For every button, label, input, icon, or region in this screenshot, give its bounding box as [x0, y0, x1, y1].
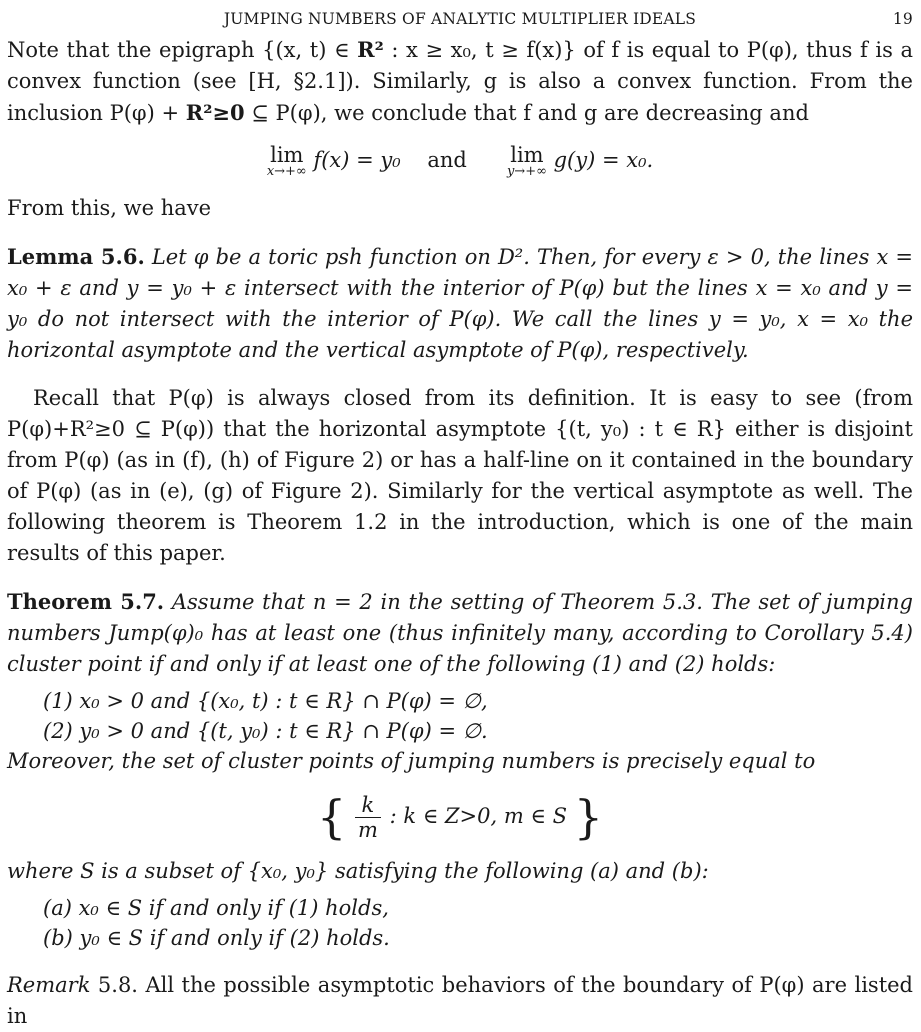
right-brace: }	[573, 790, 603, 844]
limit-1-expression: f(x) = y₀	[313, 148, 401, 172]
from-this-line: From this, we have	[7, 196, 212, 220]
remark-text: 5.8. All the possible asymptotic behaviors of the boundary of P(φ) are listed in	[7, 973, 913, 1028]
moreover-line: Moreover, the set of cluster points of jumping numbers is precisely equal to	[7, 749, 816, 773]
limit-equation	[7, 145, 913, 179]
and-word: and	[427, 148, 467, 172]
set-condition: : k ∈ Z>0, m ∈ S	[389, 804, 568, 828]
condition-b: (b) y₀ ∈ S if and only if (2) holds.	[43, 926, 390, 950]
running-header	[7, 4, 913, 34]
r2geq0-symbol: R²≥0	[185, 100, 245, 125]
intro-text-3: ⊆ P(φ), we conclude that f and g are decreasing and	[244, 101, 809, 125]
lim-subscript: x→+∞	[266, 164, 307, 179]
theorem-text: Assume that n = 2 in the setting of Theorem 5.3. The set of jumping numbers Jump(φ)₀ has at least one (thus infinitely many, according to Corollary 5.4) cluster point if and only if at least one of the following (1) and (2) holds:	[7, 590, 913, 676]
denominator: m	[357, 818, 378, 842]
r2-symbol: R²	[357, 37, 384, 62]
fraction-k-over-m	[355, 793, 381, 842]
remark-5-8	[7, 970, 913, 1032]
left-brace: {	[316, 790, 347, 844]
lemma-label: Lemma 5.6.	[7, 244, 145, 269]
limit-2-expression: g(y) = x₀.	[553, 148, 654, 172]
lim-label: lim	[510, 143, 544, 167]
cluster-set-equation	[7, 790, 913, 844]
theorem-5-7	[7, 586, 913, 680]
limit-2	[507, 145, 547, 179]
remark-label: Remark	[7, 973, 91, 997]
limit-1	[267, 145, 307, 179]
lemma-5-6	[7, 241, 913, 366]
intro-paragraph	[7, 34, 913, 129]
lim-label: lim	[270, 143, 304, 167]
page	[7, 0, 913, 1032]
condition-2: (2) y₀ > 0 and {(t, y₀) : t ∈ R} ∩ P(φ) = ∅.	[43, 719, 488, 743]
condition-1: (1) x₀ > 0 and {(x₀, t) : t ∈ R} ∩ P(φ) = ∅,	[43, 689, 488, 713]
theorem-label: Theorem 5.7.	[7, 589, 165, 614]
intro-text-2: : x ≥ x₀, t ≥ f(x)} of f is equal to P(φ), thus f is a convex function (see [H, §2.1]). Similarly, g is also a convex function. From the inclusion P(φ) +	[7, 38, 914, 125]
running-title: JUMPING NUMBERS OF ANALYTIC MULTIPLIER IDEALS	[223, 10, 697, 28]
where-line: where S is a subset of {x₀, y₀} satisfying the following (a) and (b):	[7, 859, 709, 883]
page-number: 19	[892, 10, 913, 28]
intro-text-1: Note that the epigraph {(x, t) ∈	[7, 38, 358, 62]
numerator: k	[355, 793, 381, 818]
condition-a: (a) x₀ ∈ S if and only if (1) holds,	[43, 896, 389, 920]
recall-paragraph: Recall that P(φ) is always closed from its definition. It is easy to see (from P(φ)+R²≥0 ⊆ P(φ)) that the horizontal asymptote {(t, y₀) : t ∈ R} either is disjoint from P(φ) (as in (f), (h) of Figure 2) or has a half-line on it contained in the boundary of P(φ) (as in (e), (g) of Figure 2). Similarly for the vertical asymptote as well. The following theorem is Theorem 1.2 in the introduction, which is one of the main results of this paper.	[7, 386, 913, 565]
lim-subscript: y→+∞	[506, 164, 547, 179]
lemma-text: Let φ be a toric psh function on D². Then, for every ε > 0, the lines x = x₀ + ε and y = y₀ + ε intersect with the interior of P(φ) but the lines x = x₀ and y = y₀ do not intersect with the interior of P(φ). We call the lines y = y₀, x = x₀ the horizontal asymptote and the vertical asymptote of P(φ), respectively.	[7, 245, 913, 362]
